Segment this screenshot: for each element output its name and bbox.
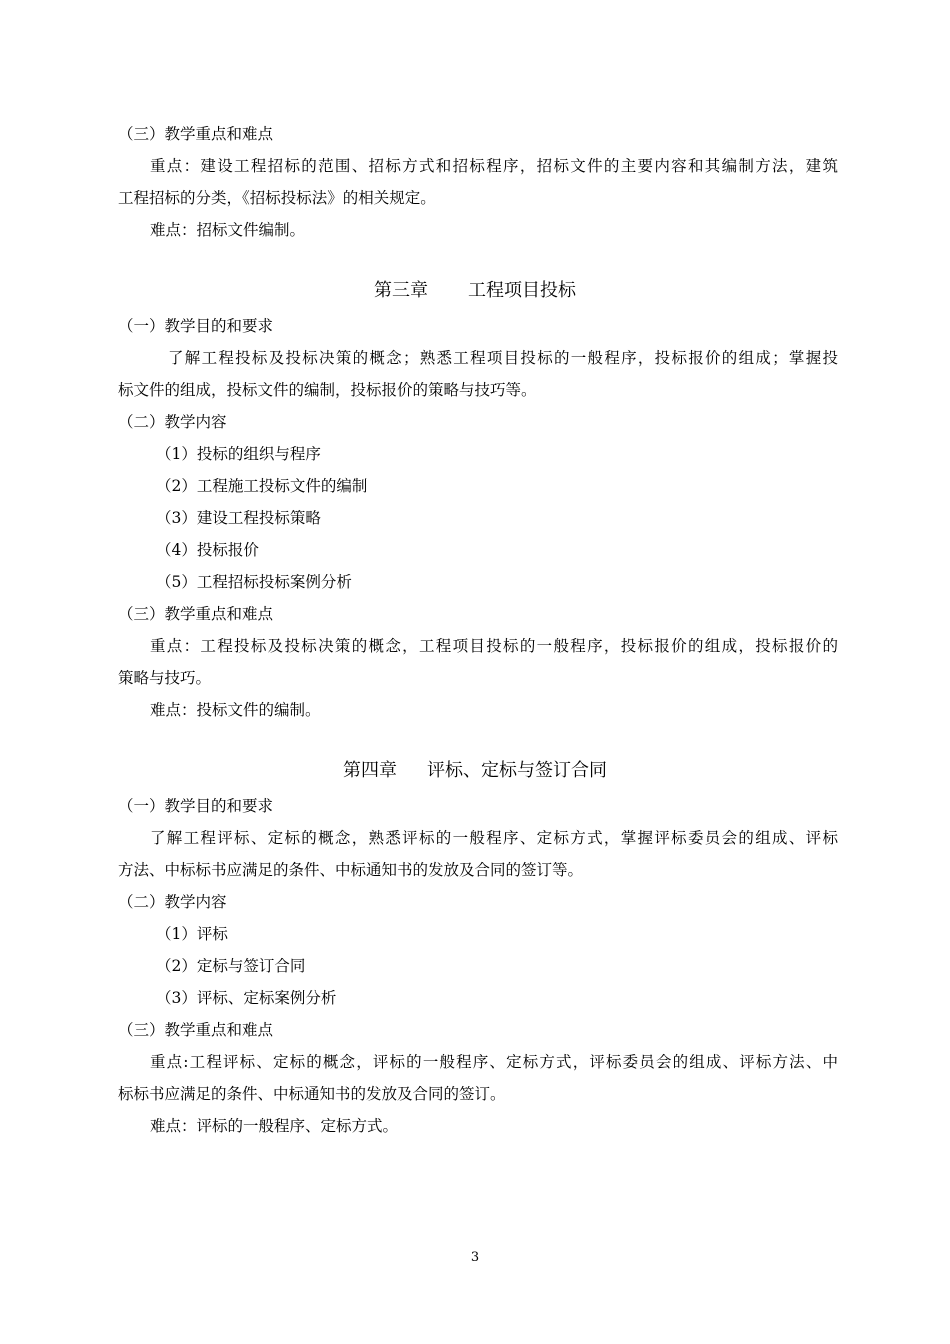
objectives-text-cont: 标文件的组成，投标文件的编制，投标报价的策略与技巧等。 bbox=[118, 381, 537, 399]
key-points-text-cont: 策略与技巧。 bbox=[118, 669, 212, 687]
key-points-text-cont: 工程招标的分类，《招标投标法》的相关规定。 bbox=[118, 189, 436, 207]
key-points-text: 重点:工程评标、定标的概念，评标的一般程序、定标方式，评标委员会的组成、评标方法、中 bbox=[150, 1053, 838, 1071]
chapter-3-title: 工程项目投标 bbox=[468, 280, 576, 301]
list-item: （1）评标 bbox=[156, 925, 228, 943]
objectives-text-cont: 方法、中标标书应满足的条件、中标通知书的发放及合同的签订等。 bbox=[118, 861, 584, 879]
list-item: （2）定标与签订合同 bbox=[156, 957, 306, 975]
section-heading: （一）教学目的和要求 bbox=[118, 797, 274, 815]
objectives-text: 了解工程投标及投标决策的概念；熟悉工程项目投标的一般程序，投标报价的组成；掌握投 bbox=[168, 349, 838, 367]
page-number: 3 bbox=[470, 1250, 480, 1265]
difficulty-text: 难点：招标文件编制。 bbox=[150, 221, 306, 239]
section-heading: （三）教学重点和难点 bbox=[118, 1021, 274, 1039]
section-heading: （二）教学内容 bbox=[118, 413, 227, 431]
list-item: （3）建设工程投标策略 bbox=[156, 509, 321, 527]
list-item: （5）工程招标投标案例分析 bbox=[156, 573, 352, 591]
key-points-text-cont: 标标书应满足的条件、中标通知书的发放及合同的签订。 bbox=[118, 1085, 506, 1103]
chapter-3-heading bbox=[0, 279, 950, 303]
difficulty-text: 难点：评标的一般程序、定标方式。 bbox=[150, 1117, 399, 1135]
objectives-text: 了解工程评标、定标的概念，熟悉评标的一般程序、定标方式，掌握评标委员会的组成、评标 bbox=[150, 829, 838, 847]
list-item: （1）投标的组织与程序 bbox=[156, 445, 321, 463]
list-item: （2）工程施工投标文件的编制 bbox=[156, 477, 368, 495]
chapter-4-number: 第四章 bbox=[343, 760, 397, 781]
key-points-text: 重点：工程投标及投标决策的概念，工程项目投标的一般程序，投标报价的组成，投标报价的 bbox=[150, 637, 838, 655]
section-heading: （三）教学重点和难点 bbox=[118, 125, 274, 143]
section-heading: （一）教学目的和要求 bbox=[118, 317, 274, 335]
chapter-4-heading bbox=[0, 759, 950, 783]
chapter-4-title: 评标、定标与签订合同 bbox=[427, 760, 607, 781]
section-heading: （三）教学重点和难点 bbox=[118, 605, 274, 623]
list-item: （4）投标报价 bbox=[156, 541, 259, 559]
list-item: （3）评标、定标案例分析 bbox=[156, 989, 337, 1007]
chapter-3-number: 第三章 bbox=[374, 280, 428, 301]
difficulty-text: 难点：投标文件的编制。 bbox=[150, 701, 321, 719]
section-heading: （二）教学内容 bbox=[118, 893, 227, 911]
key-points-text: 重点：建设工程招标的范围、招标方式和招标程序，招标文件的主要内容和其编制方法，建筑 bbox=[150, 157, 838, 175]
